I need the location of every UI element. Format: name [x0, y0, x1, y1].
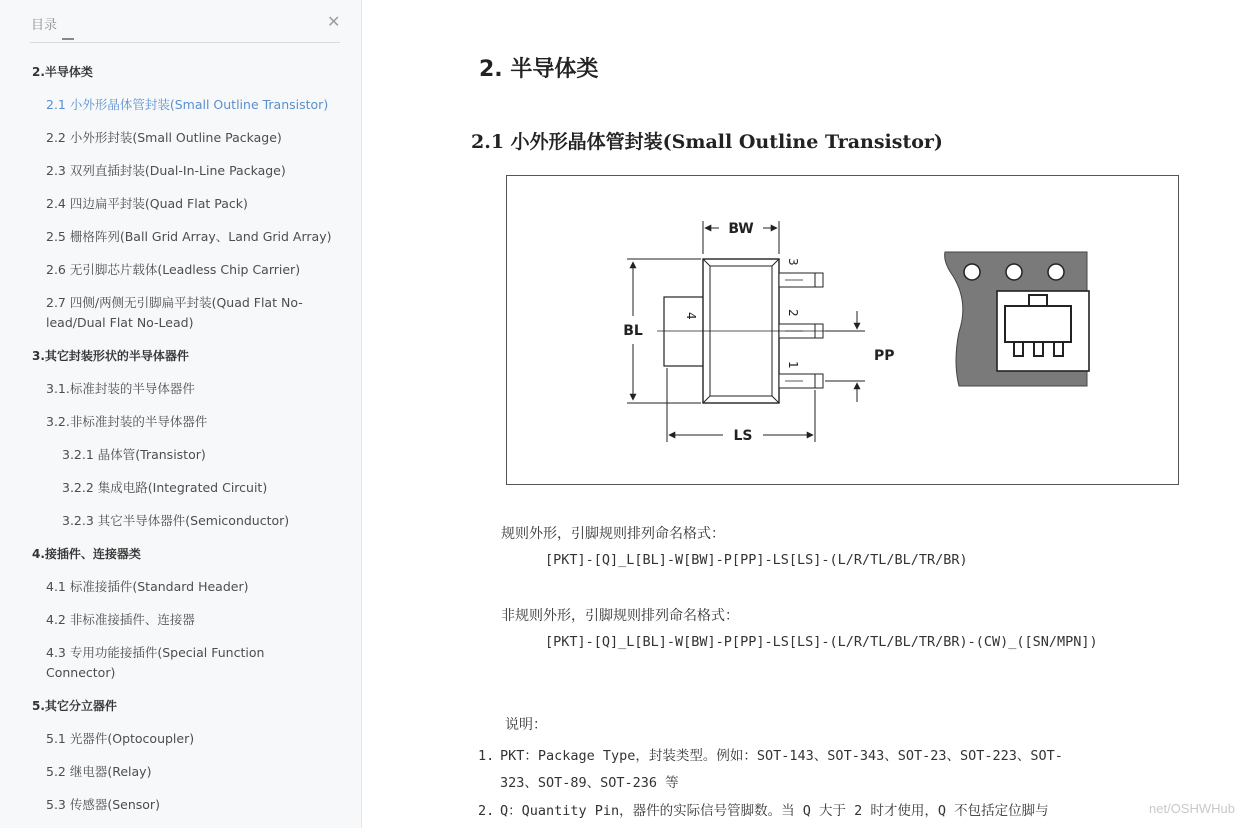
toc-divider [30, 42, 340, 43]
irregular-format-code: [PKT]-[Q]_L[BL]-W[BW]-P[PP]-LS[LS]-(L/R/TL/BL/TR/BR)-(CW)_([SN/MPN]) [545, 634, 1098, 650]
toc-item[interactable]: 2.6 无引脚芯片载体(Leadless Chip Carrier) [46, 262, 301, 277]
package-diagram [506, 175, 1179, 485]
irregular-format-label: 非规则外形，引脚规则排列命名格式： [501, 608, 739, 624]
note-number: 1. [478, 748, 495, 764]
note-line: PKT：Package Type，封装类型。例如：SOT-143、SOT-343、SOT-23、SOT-223、SOT- [500, 748, 1063, 764]
pp-label: PP [874, 348, 895, 364]
pin-4-label: 4 [684, 312, 698, 320]
bw-label: BW [728, 221, 754, 237]
toc-item[interactable]: 2.3 双列直插封装(Dual-In-Line Package) [46, 163, 286, 178]
toc-scroll-remnant [62, 38, 74, 40]
toc-item[interactable]: 2.5 栅格阵列(Ball Grid Array、Land Grid Array) [46, 229, 332, 244]
toc-item[interactable]: 2.4 四边扁平封装(Quad Flat Pack) [46, 196, 248, 211]
toc-item[interactable]: 4.1 标准接插件(Standard Header) [46, 579, 249, 594]
pin-1-label: 1 [786, 361, 800, 369]
note-line: Q：Quantity Pin，器件的实际信号管脚数。当 Q 大于 2 时才使用，Q 不包括定位脚与 [500, 803, 1049, 819]
toc-item[interactable]: 3.1.标准封装的半导体器件 [46, 381, 195, 396]
toc-item[interactable]: 4.2 非标准接插件、连接器 [46, 612, 195, 627]
ls-label: LS [733, 428, 753, 444]
toc-item[interactable]: 2.半导体类 [32, 65, 93, 79]
toc-header: 目录 [31, 18, 58, 33]
section-heading: 2. 半导体类 [479, 57, 599, 82]
toc-item-active[interactable]: 2.1 小外形晶体管封装(Small Outline Transistor) [46, 97, 329, 112]
note-number: 2. [478, 803, 495, 819]
toc-item[interactable]: 2.7 四侧/两侧无引脚扁平封装(Quad Flat No-lead/Dual Flat No-Lead) [46, 295, 303, 330]
toc-item[interactable]: 4.接插件、连接器类 [32, 547, 141, 561]
sot-package-drawing [507, 176, 1180, 486]
toc-item[interactable]: 3.2.2 集成电路(Integrated Circuit) [62, 480, 268, 495]
regular-format-code: [PKT]-[Q]_L[BL]-W[BW]-P[PP]-LS[LS]-(L/R/TL/BL/TR/BR) [545, 552, 968, 568]
document-content [362, 0, 1253, 828]
toc-item[interactable]: 3.2.3 其它半导体器件(Semiconductor) [62, 513, 290, 528]
toc-item[interactable]: 3.2.1 晶体管(Transistor) [62, 447, 206, 462]
toc-item[interactable]: 3.2.非标准封装的半导体器件 [46, 414, 208, 429]
toc-item[interactable]: 5.3 传感器(Sensor) [46, 797, 160, 812]
watermark: net/OSHWHub [1149, 801, 1235, 816]
subsection-heading: 2.1 小外形晶体管封装(Small Outline Transistor) [471, 131, 943, 153]
toc-item[interactable]: 5.其它分立器件 [32, 699, 117, 713]
toc-item[interactable]: 5.2 继电器(Relay) [46, 764, 152, 779]
toc-item[interactable]: 5.1 光器件(Optocoupler) [46, 731, 195, 746]
close-icon[interactable]: ✕ [327, 12, 341, 31]
note-line: 323、SOT-89、SOT-236 等 [500, 775, 679, 791]
explain-label: 说明： [505, 717, 547, 733]
regular-format-label: 规则外形，引脚规则排列命名格式： [501, 526, 725, 542]
bl-label: BL [623, 323, 643, 339]
toc-item[interactable]: 2.2 小外形封装(Small Outline Package) [46, 130, 282, 145]
pin-2-label: 2 [786, 309, 800, 317]
toc-item[interactable]: 4.3 专用功能接插件(Special Function Connector) [46, 645, 265, 680]
pin-3-label: 3 [786, 258, 800, 266]
toc-item[interactable]: 3.其它封装形状的半导体器件 [32, 349, 189, 363]
toc-sidebar [0, 0, 362, 828]
